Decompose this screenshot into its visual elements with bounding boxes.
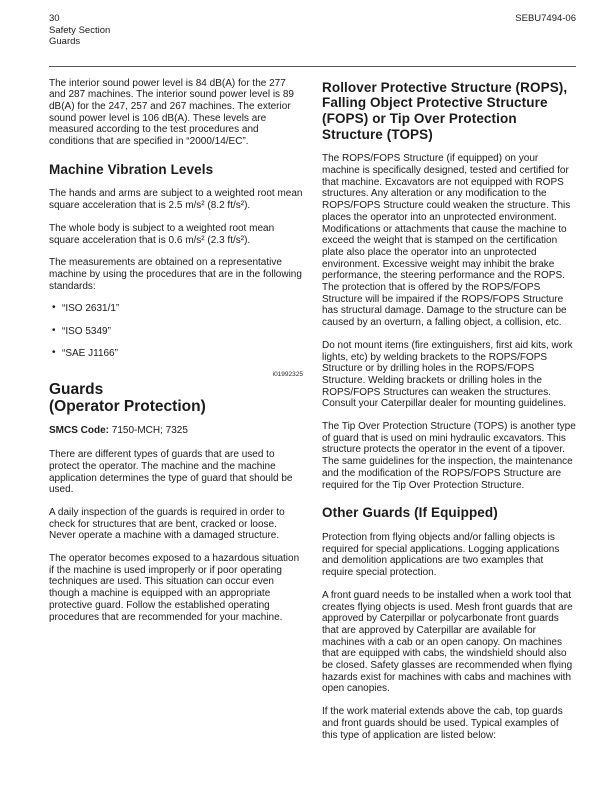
two-column-body [49,78,576,753]
rops-paragraph: Do not mount items (fire extinguishers, first aid kits, work lights, etc) by welding brackets to the ROPS/FOPS Structure or by drilling holes in the ROPS/FOPS Structure. Welding brackets or drilling holes in the ROPS/FOPS Structures can weaken the structures. Consult your Caterpillar dealer for mounting guidelines. [322,339,573,410]
rops-heading: Rollover Protective Structure (ROPS), Falling Object Protective Structure (FOPS) or Tip Over Protection Structure (TOPS) [322,79,568,142]
guards-article-title [49,382,303,415]
rops-paragraph: The Tip Over Protection Structure (TOPS) is another type of guard that is used on mini hydraulic excavators. This structure protects the operator in the event of a tipover. The same guidelines for the inspection, the maintenance and the modification of the ROPS/FOPS Structure are required for the Tip Over Protection Structure. [322,421,576,491]
header-rule [49,66,576,67]
vibration-paragraph: The whole body is subject to a weighted root mean square acceleration that is 0.6 m/s² (2.3 ft/s²). [49,222,275,246]
header-chapter: Guards [49,36,81,47]
guards-paragraph: A daily inspection of the guards is required in order to check for structures that are bent, cracked or loose. Never operate a machine with a damaged structure. [49,506,285,542]
other-guards-heading: Other Guards (If Equipped) [322,505,498,521]
page-number: 30 [49,13,60,24]
smcs-code-line [49,425,303,437]
standard-item: • “ISO 5349” [49,326,303,338]
standards-list [49,303,303,359]
other-guards-paragraph: Protection from flying objects and/or falling objects is required for special applications. Logging applications and demolition applications are two examples that require special protection. [322,532,560,579]
left-column [49,78,303,753]
header-section: Safety Section [49,24,111,36]
standard-item: • “SAE J1166” [49,348,303,360]
guards-paragraph: The operator becomes exposed to a hazardous situation if the machine is used improperly or if poor operating techniques are used. This situation can occur even though a machine is equipped with an appropriate protective guard. Follow the established operating procedures that are recommended for your machine. [49,553,300,623]
article-ref-id: i01992325 [272,371,303,379]
guards-paragraph: There are different types of guards that are used to protect the operator. The machine and the machine application determines the type of guard that should be used. [49,449,293,496]
smcs-code-value: 7150-MCH; 7325 [109,425,188,437]
sound-level-paragraph: The interior sound power level is 84 dB(A) for the 277 and 287 machines. The interior sound power level is 89 dB(A) for the 247, 257 and 267 machines. The exterior sound power level is 106 dB(A). These levels are measured according to the test procedures and conditions that are specified in “2000/14/EC”. [49,77,294,148]
vibration-paragraph: The hands and arms are subject to a weighted root mean square acceleration that is 2.5 m/s² (8.2 ft/s²). [49,188,303,212]
page-header [49,13,576,48]
other-guards-paragraph: If the work material extends above the cab, top guards and front guards should be used. Typical examples of this type of application are listed below: [322,706,563,741]
guards-title-line2: (Operator Protection) [49,397,206,415]
machine-vibration-heading: Machine Vibration Levels [49,161,214,177]
right-column [322,78,576,753]
other-guards-paragraph: A front guard needs to be installed when a work tool that creates flying objects is used. Mesh front guards that are approved by Caterpillar or polycarbonate front guards that are approved by Caterpillar are available for machines with a cab or an open canopy. On machines that are equipped with cabs, the windshield should also be closed. Safety glasses are recommended when flying hazards exist for machines with cabs and machines with open canopies. [322,589,573,695]
smcs-code-label: SMCS Code: [49,425,109,437]
vibration-paragraph: The measurements are obtained on a representative machine by using the procedures that are in the following standards: [49,257,302,292]
guards-title-line1: Guards [49,381,104,399]
rops-paragraph: The ROPS/FOPS Structure (if equipped) on your machine is specifically designed, tested and certified for that machine. Excavators are not equipped with ROPS structures. Any alteration or any modification to the ROPS/FOPS Structure could weaken the structure. This places the operator into an unprotected environment. Modifications or attachments that cause the machine to exceed the weight that is stamped on the certification plate also place the operator into an unprotected environment. Excessive weight may inhibit the brake performance, the steering performance and the ROPS. The protection that is offered by the ROPS/FOPS Structure will be impaired if the ROPS/FOPS Structure has structural damage. Damage to the structure can be caused by an overturn, a falling object, a collision, etc. [322,153,571,329]
standard-item: • “ISO 2631/1” [49,303,303,315]
header-doc-code: SEBU7494-06 [515,13,576,24]
header-left [49,13,110,48]
